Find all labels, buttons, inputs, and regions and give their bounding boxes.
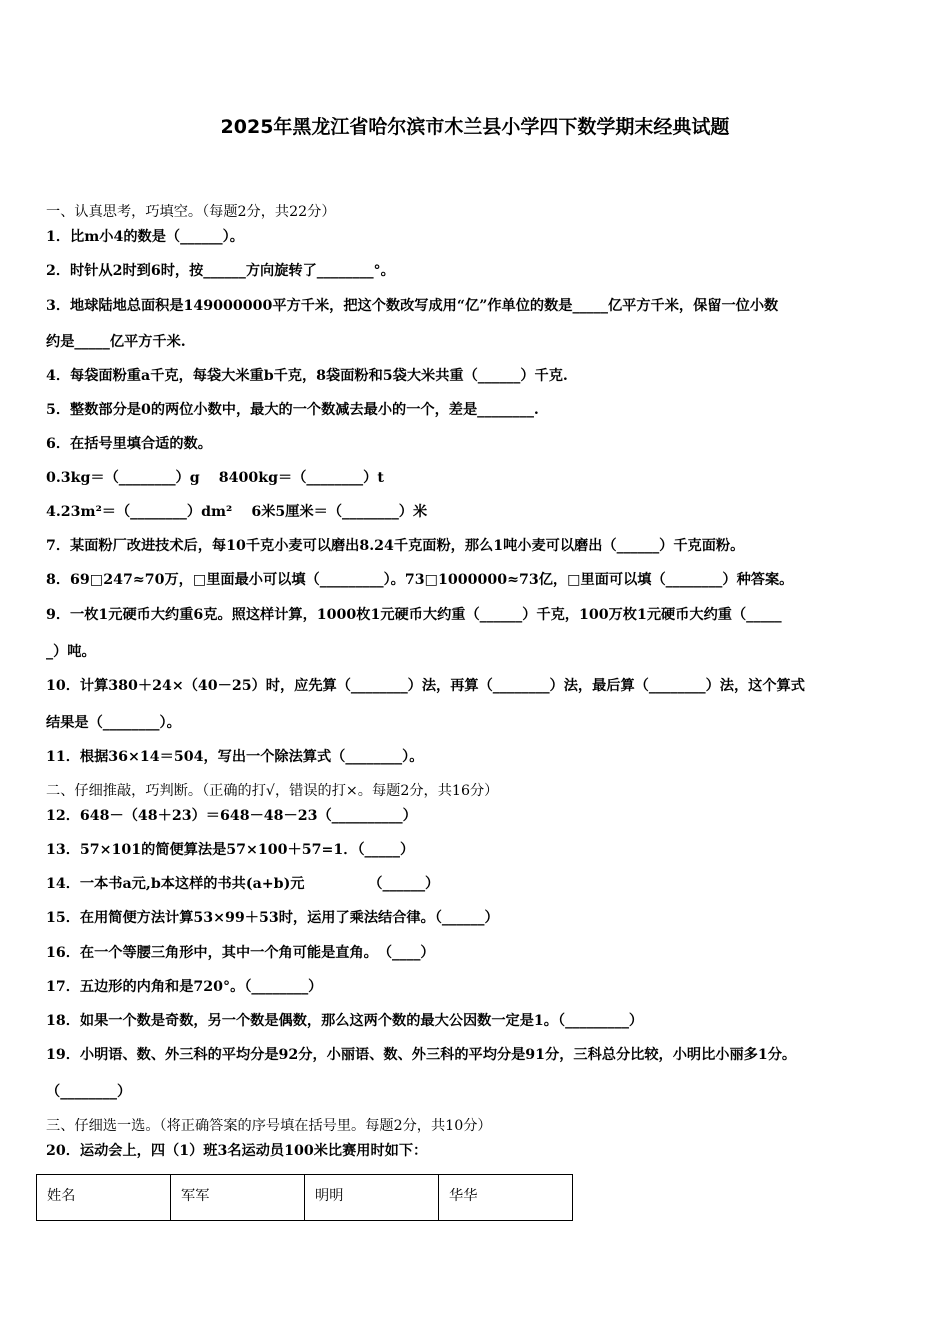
question-line: 19．小明语、数、外三科的平均分是92分，小丽语、数、外三科的平均分是91分，三科总分比较，小明比小丽多1分。 <box>46 1047 797 1063</box>
question-line: 15．在用简便方法计算53×99＋53时，运用了乘法结合律。（______） <box>46 910 499 926</box>
question-line: 20．运动会上，四（1）班3名运动员100米比赛用时如下： <box>46 1143 428 1159</box>
question-line: 16．在一个等腰三角形中，其中一个角可能是直角。 （____） <box>46 945 435 961</box>
question-line: 2．时针从2时到6时，按______方向旋转了________°。 <box>46 263 395 279</box>
table-cell: 华华 <box>439 1175 573 1221</box>
question-line: 结果是（________）。 <box>46 715 181 731</box>
question-line: 约是_____亿平方千米. <box>46 334 186 350</box>
question-line: 10．计算380＋24×（40－25）时，应先算（________）法，再算（________）法，最后算（________）法，这个算式 <box>46 678 805 694</box>
table-cell: 明明 <box>305 1175 439 1221</box>
runner-time-table <box>36 1174 573 1221</box>
question-line: 7．某面粉厂改进技术后，每10千克小麦可以磨出8.24千克面粉，那么1吨小麦可以磨出（______）千克面粉。 <box>46 538 745 554</box>
page-title: 2025年黑龙江省哈尔滨市木兰县小学四下数学期末经典试题 <box>220 116 730 138</box>
question-line: 1．比m小4的数是（______）。 <box>46 229 244 245</box>
table-cell: 军军 <box>171 1175 305 1221</box>
question-line: 8．69□247≈70万，□里面最小可以填（_________）。73□1000000≈73亿，□里面可以填（________）种答案。 <box>46 572 794 588</box>
question-line: 12．648－（48＋23）＝648－48－23（__________） <box>46 808 417 824</box>
question-line: 4．每袋面粉重a千克，每袋大米重b千克，8袋面粉和5袋大米共重（______）千克. <box>46 368 568 384</box>
question-line: 4.23m²＝（________）dm² 6米5厘米＝（________）米 <box>46 504 428 520</box>
question-line: 11．根据36×14＝504，写出一个除法算式（________）。 <box>46 749 424 765</box>
question-line: 13．57×101的简便算法是57×100＋57=1．（_____） <box>46 842 415 858</box>
question-line: _）吨。 <box>46 644 96 660</box>
section-heading: 二、仔细推敲，巧判断。（正确的打√，错误的打×。每题2分，共16分） <box>46 783 499 799</box>
question-line: 3．地球陆地总面积是149000000平方千米，把这个数改写成用“亿”作单位的数是_____亿平方千米，保留一位小数 <box>46 298 779 314</box>
table-row <box>37 1175 573 1221</box>
question-line: （________） <box>46 1084 132 1100</box>
question-line: 0.3kg＝（________）g 8400kg＝（________）t <box>46 470 384 486</box>
question-line: 5．整数部分是0的两位小数中，最大的一个数减去最小的一个，差是________. <box>46 402 539 418</box>
question-line: 18．如果一个数是奇数，另一个数是偶数，那么这两个数的最大公因数一定是1。（_________） <box>46 1013 644 1029</box>
question-line: 6．在括号里填合适的数。 <box>46 436 212 452</box>
section-heading: 一、认真思考，巧填空。（每题2分，共22分） <box>46 204 336 220</box>
question-line: 9．一枚1元硬币大约重6克。照这样计算，1000枚1元硬币大约重（______）千克，100万枚1元硬币大约重（_____ <box>46 607 782 623</box>
section-heading: 三、仔细选一选。（将正确答案的序号填在括号里。每题2分，共10分） <box>46 1118 492 1134</box>
table-cell: 姓名 <box>37 1175 171 1221</box>
question-line: 17．五边形的内角和是720°。（________） <box>46 979 323 995</box>
question-line: 14．一本书a元,b本这样的书共(a+b)元 （______） <box>46 876 440 892</box>
